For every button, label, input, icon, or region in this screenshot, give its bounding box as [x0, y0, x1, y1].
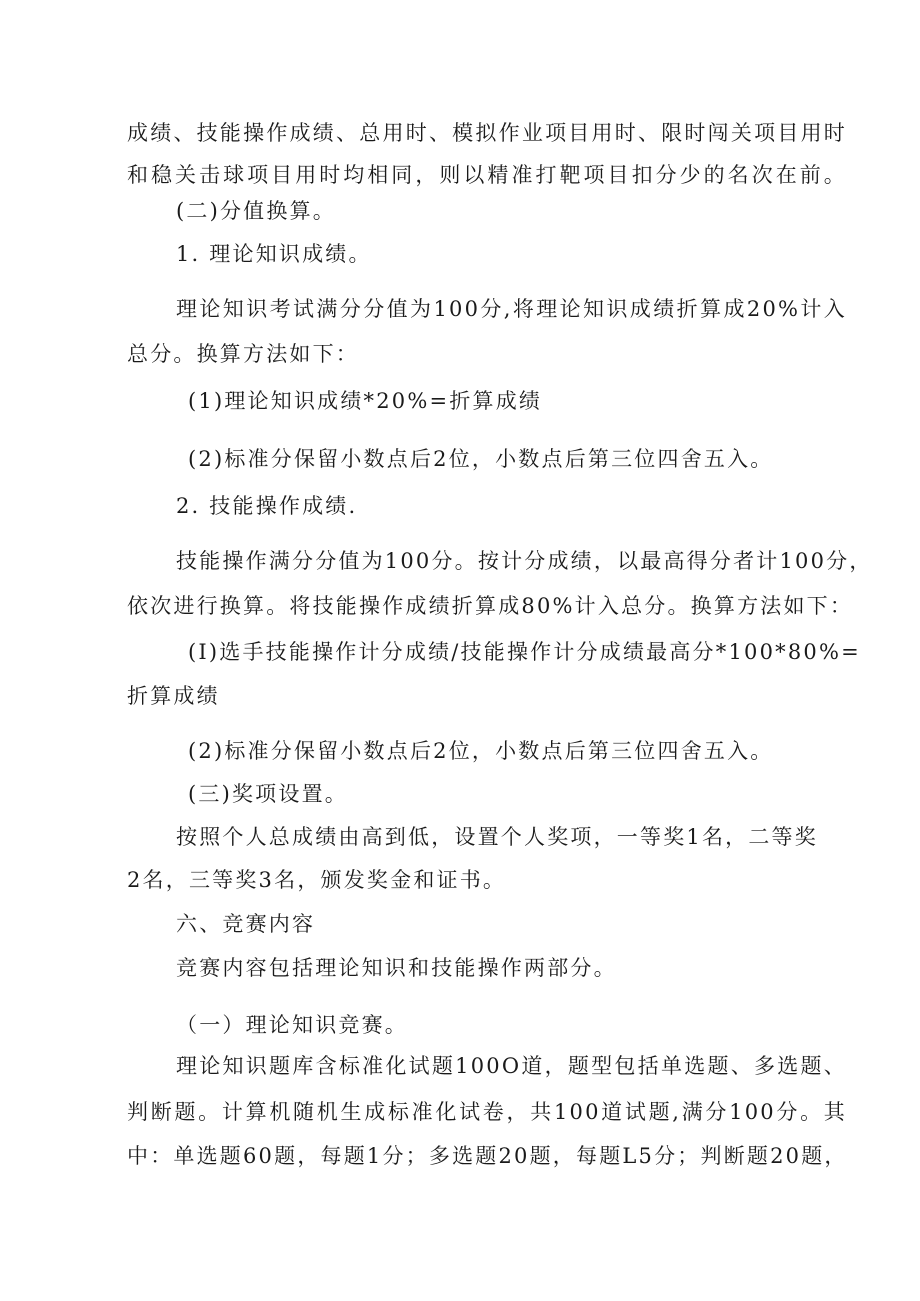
section-heading: (二)分值换算。	[176, 199, 336, 223]
paragraph-line: 判断题。计算机随机生成标准化试卷，共100道试题,满分100分。其	[127, 1100, 847, 1124]
section-heading: (三)奖项设置。	[188, 782, 348, 806]
paragraph-line: (2)标准分保留小数点后2位，小数点后第三位四舍五入。	[188, 447, 774, 471]
paragraph-line: 2名，三等奖3名，颁发奖金和证书。	[127, 868, 507, 892]
paragraph-line: 中：单选题60题，每题1分；多选题20题，每题L5分；判断题20题，	[127, 1144, 848, 1168]
paragraph-line: 总分。换算方法如下：	[127, 342, 359, 366]
paragraph-line: 理论知识题库含标准化试题100O道，题型包括单选题、多选题、	[176, 1054, 847, 1078]
subsection-heading: 2. 技能操作成绩.	[176, 494, 358, 518]
paragraph-line: 理论知识考试满分分值为100分,将理论知识成绩折算成20%计入	[176, 297, 847, 321]
paragraph-line: 按照个人总成绩由高到低，设置个人奖项，一等奖1名，二等奖	[176, 825, 818, 849]
section-heading: （一）理论知识竞赛。	[176, 1013, 408, 1037]
formula-line: 折算成绩	[127, 684, 220, 708]
paragraph-line: 依次进行换算。将技能操作成绩折算成80%计入总分。换算方法如下：	[127, 594, 854, 618]
formula-line: (I)选手技能操作计分成绩/技能操作计分成绩最高分*100*80%=	[188, 640, 861, 664]
chapter-heading: 六、竞赛内容	[176, 912, 316, 936]
paragraph-line: 成绩、技能操作成绩、总用时、模拟作业项目用时、限时闯关项目用时	[127, 121, 847, 145]
paragraph-line: 技能操作满分分值为100分。按计分成绩，以最高得分者计100分，	[176, 549, 873, 573]
formula-line: (1)理论知识成绩*20%=折算成绩	[188, 389, 543, 413]
paragraph-line: 和稳关击球项目用时均相同，则以精准打靶项目扣分少的名次在前。	[127, 163, 847, 187]
paragraph-line: (2)标准分保留小数点后2位，小数点后第三位四舍五入。	[188, 739, 774, 763]
paragraph-line: 竞赛内容包括理论知识和技能操作两部分。	[176, 956, 617, 980]
subsection-heading: 1. 理论知识成绩。	[176, 242, 372, 266]
